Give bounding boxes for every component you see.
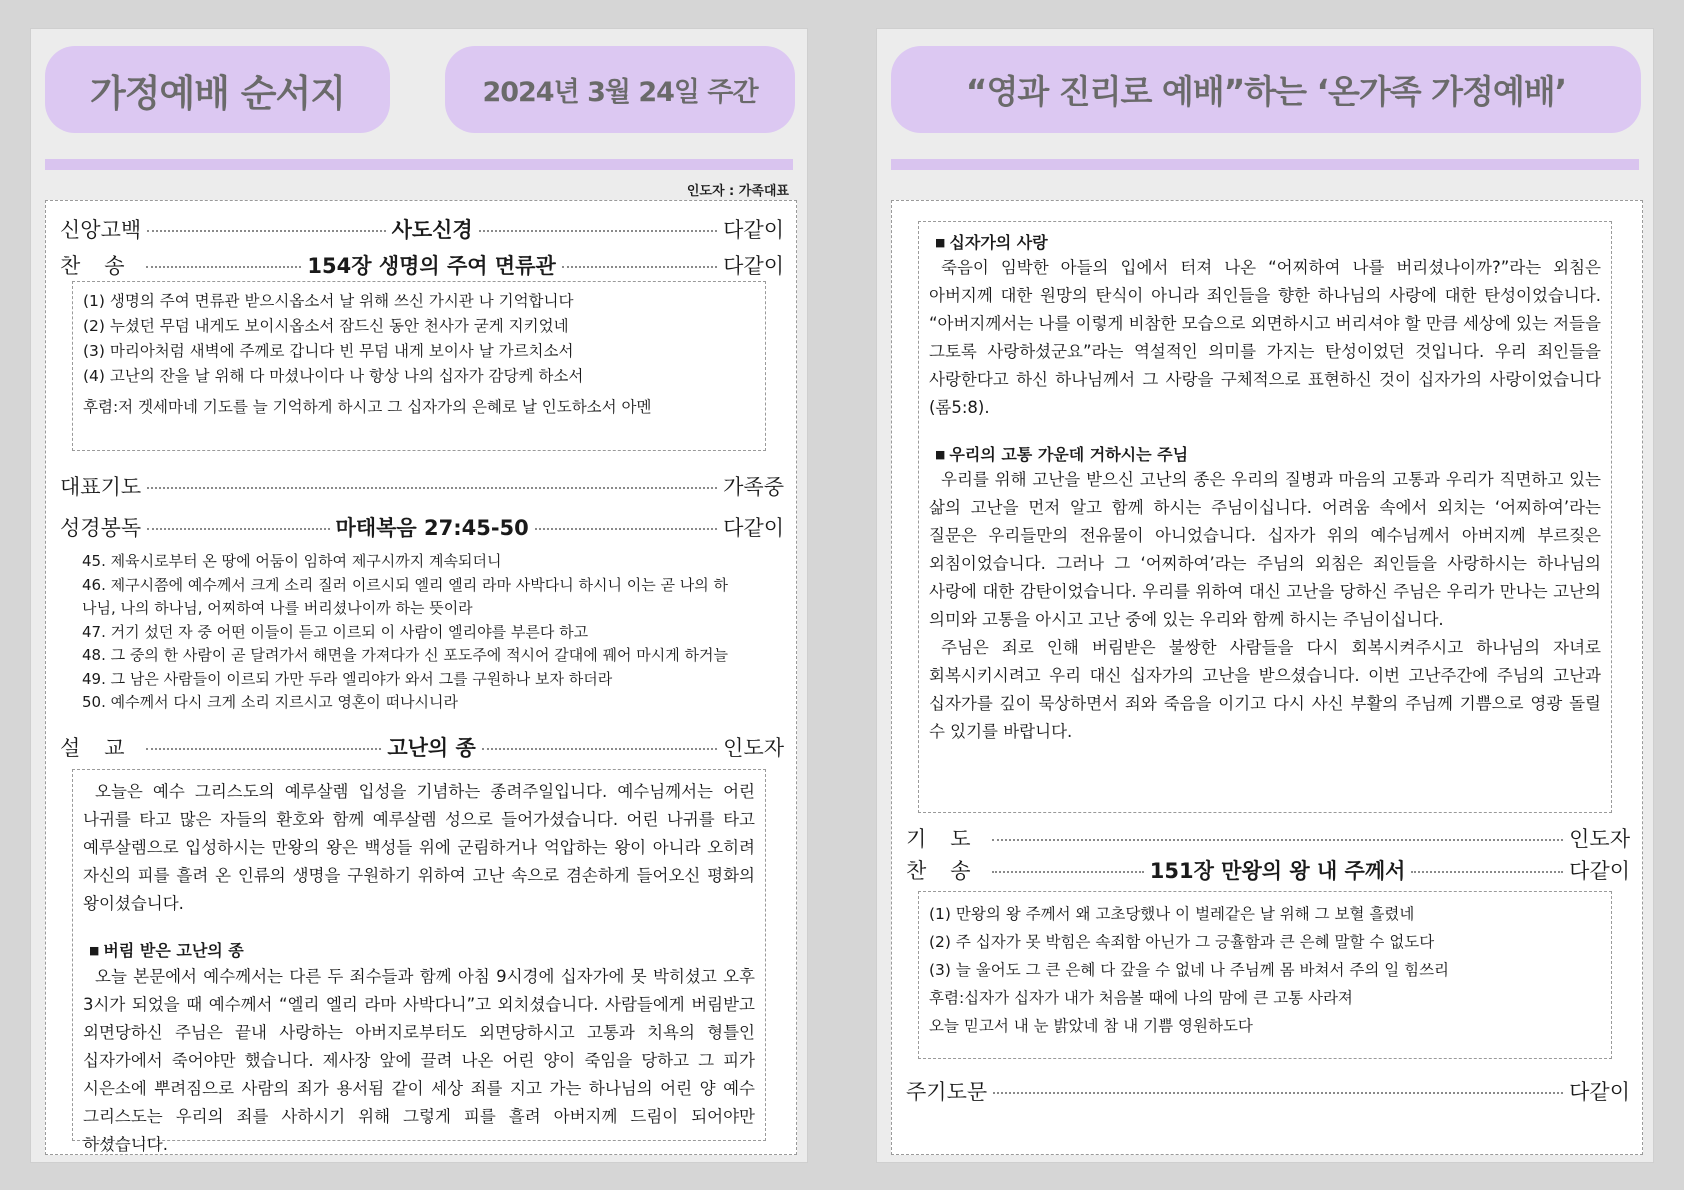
- dot-leader: [482, 748, 717, 750]
- hymn-lyrics-box: [918, 891, 1612, 1059]
- dot-leader: [993, 1092, 1563, 1094]
- order-label: 대표기도: [60, 475, 142, 499]
- scripture-verses: [82, 550, 772, 715]
- order-label: 설교: [60, 736, 149, 760]
- order-title: 154장 생명의 주여 면류관: [307, 254, 556, 278]
- order-sheet-right: [891, 200, 1643, 1155]
- dot-leader: [992, 839, 1563, 841]
- verse: 45. 제육시로부터 온 땅에 어둠이 임하여 제구시까지 계속되더니: [82, 552, 502, 570]
- hymn-line: (1) 생명의 주여 면류관 받으시옵소서 날 위해 쓰신 가시관 나 기억합니다: [83, 292, 574, 310]
- order-participant: 다같이: [723, 218, 785, 242]
- dot-leader: [1411, 871, 1563, 873]
- dot-leader: [562, 266, 717, 268]
- order-label: 신앙고백: [60, 218, 142, 242]
- hymn-refrain: 후렴:십자가 십자가 내가 처음볼 때에 나의 맘에 큰 고통 사라져: [929, 989, 1353, 1007]
- order-row-hymn: [60, 250, 784, 280]
- order-participant: 가족중: [723, 475, 784, 499]
- dot-leader: [146, 266, 301, 268]
- dot-leader: [479, 230, 717, 232]
- sermon-content: [83, 778, 755, 1159]
- order-row-prayer: [906, 823, 1630, 853]
- order-participant: 다같이: [723, 254, 785, 278]
- order-row-hymn: [906, 855, 1630, 885]
- dot-leader: [535, 528, 717, 530]
- dot-leader: [147, 487, 717, 489]
- header-band: [45, 159, 793, 170]
- order-title: 고난의 종: [387, 736, 476, 760]
- section-title: [935, 442, 1601, 465]
- hymn-line: (1) 만왕의 왕 주께서 왜 고초당했나 이 벌레같은 날 위해 그 보혈 흘렸네: [929, 905, 1415, 923]
- verse: 49. 그 남은 사람들이 이르되 가만 두라 엘리야가 와서 그를 구원하나 보자 하더라: [82, 669, 613, 688]
- verse: 48. 그 중의 한 사람이 곧 달려가서 해면을 가져다가 신 포도주에 적시어 갈대에 꿰어 마시게 하거늘: [82, 646, 728, 664]
- section-body: 우리를 위해 고난을 받으신 고난의 종은 우리의 질병과 마음의 고통과 우리가 직면하고 있는 삶의 고난을 먼저 알고 함께 하시는 주님이십니다. 어려움 속에서 외치는 ‘어찌하여’라는 질문은 우리들만의 전유물이 아니었습니다. 십자가 위의 예수님께서 아버지께 부르짖은 외침이었습니다. 그러나 그 ‘어찌하여’라는 주님의 외침은 죄인들을 사랑하시는 하나님의 사랑에 대한 감탄이었습니다. 우리를 위하여 대신 고난을 당하신 주님은 우리가 만나는 고난의 의미와 고통을 아시고 고난 중에 있는 우리와 함께 하시는 주님이십니다.: [929, 470, 1601, 629]
- section-body: 죽음이 임박한 아들의 입에서 터져 나온 “어찌하여 나를 버리셨나이까?”라는 외침은 아버지께 대한 원망의 탄식이 아니라 죄인들을 향한 하나님의 사랑에 대한 탄성이었습니다. “아버지께서는 나를 이렇게 비참한 모습으로 외면하시고 버리셔야 할 만큼 세상에 있는 저들을 그토록 사랑하셨군요”라는 역설적인 의미를 가지는 탄성이었던 것입니다. 우리 죄인들을 사랑한다고 하신 하나님께서 그 사랑을 구체적으로 표현하신 것이 십자가의 사랑이었습니다(롬5:8).: [929, 258, 1601, 417]
- order-label: 성경봉독: [60, 516, 142, 540]
- hymn-line: (2) 누셨던 무덤 내게도 보이시옵소서 잠드신 동안 천사가 굳게 지키었네: [83, 317, 569, 335]
- square-bullet-icon: ■: [89, 944, 100, 957]
- square-bullet-icon: ■: [935, 448, 946, 461]
- verse: 50. 예수께서 다시 크게 소리 지르시고 영혼이 떠나시니라: [82, 693, 459, 711]
- order-title: 사도신경: [391, 218, 473, 242]
- order-participant: 다같이: [723, 516, 785, 540]
- order-participant: 인도자: [1569, 827, 1630, 851]
- order-participant: 인도자: [723, 736, 785, 760]
- section-body: 주님은 죄로 인해 버림받은 불쌍한 사람들을 다시 회복시켜주시고 하나님의 자녀로 회복시키시려고 우리 대신 십자가의 고난을 받으셨습니다. 이번 고난주간에 주님의 고난과 십자가를 깊이 묵상하면서 죄와 죽음을 이기고 다시 사신 부활의 주님께 기쁨으로 영광 돌릴 수 있기를 바랍니다.: [929, 638, 1601, 741]
- header-title: 가정예배 순서지: [45, 46, 390, 133]
- order-sheet-left: [45, 200, 797, 1155]
- order-label: 찬송: [906, 859, 995, 883]
- hymn-lyrics-box: [72, 281, 766, 451]
- order-label: 찬송: [60, 254, 149, 278]
- section-title: [935, 230, 1601, 253]
- order-row-creed: [60, 214, 784, 244]
- meditation-content: [929, 230, 1601, 746]
- order-row-lords-prayer: [906, 1076, 1630, 1106]
- verse: 46. 제구시쯤에 예수께서 크게 소리 질러 이르시되 엘리 엘리 라마 사박다니 하시니 이는 곧 나의 하: [82, 575, 728, 594]
- header-title: “영과 진리로 예배”하는 ‘온가족 가정예배’: [891, 46, 1641, 133]
- right-page: [876, 28, 1654, 1163]
- meditation-box: [918, 221, 1612, 813]
- dot-leader: [992, 871, 1144, 873]
- order-label: 기도: [906, 827, 995, 851]
- dot-leader: [147, 230, 385, 232]
- hymn-line: (3) 마리아처럼 새벽에 주께로 갑니다 빈 무덤 내게 보이사 날 가르치소서: [83, 342, 574, 360]
- section-body: 오늘 본문에서 예수께서는 다른 두 죄수들과 함께 아침 9시경에 십자가에 못 박히셨고 오후 3시가 되었을 때 예수께서 “엘리 엘리 라마 사박다니”고 외치셨습니다. 사람들에게 버림받고 외면당하신 주님은 끝내 사랑하는 아버지로부터도 외면당하시고 고통과 치욕의 형틀인 십자가에서 죽어야만 했습니다. 제사장 앞에 끌려 나온 어린 양이 죽임을 당하고 그 피가 시은소에 뿌려짐으로 사람의 죄가 용서됨 같이 세상 죄를 지고 가는 하나님의 어린 양 예수 그리스도는 우리의 죄를 사하시기 위해 그렇게 피를 흘려 아버지께 드림이 되어야만 하셨습니다.: [83, 967, 755, 1154]
- order-row-sermon: [60, 732, 784, 762]
- hymn-lyrics: [83, 289, 652, 420]
- left-page: [30, 28, 808, 1163]
- sermon-box: [72, 769, 766, 1154]
- verse: 47. 거기 섰던 자 중 어떤 이들이 듣고 이르되 이 사람이 엘리야를 부른다 하고: [82, 622, 589, 641]
- order-title: 151장 만왕의 왕 내 주께서: [1149, 859, 1406, 883]
- hymn-refrain: 오늘 믿고서 내 눈 밝았네 참 내 기쁨 영원하도다: [929, 1017, 1253, 1035]
- order-row-reading: [60, 512, 784, 542]
- order-row-prayer: [60, 471, 784, 501]
- hymn-lyrics: [929, 900, 1449, 1040]
- order-participant: 다같이: [1569, 1080, 1630, 1104]
- header-date: 2024년 3월 24일 주간: [445, 46, 795, 133]
- order-participant: 다같이: [1569, 859, 1631, 883]
- hymn-line: (3) 늘 울어도 그 큰 은혜 다 갚을 수 없네 나 주님께 몸 바쳐서 주의 일 힘쓰리: [929, 961, 1450, 979]
- order-title: 마태복음 27:45-50: [335, 516, 529, 540]
- section-title-text: 십자가의 사랑: [949, 233, 1048, 252]
- header-band: [891, 159, 1639, 170]
- sermon-intro: 오늘은 예수 그리스도의 예루살렘 입성을 기념하는 종려주일입니다. 예수님께서는 어린 나귀를 타고 많은 자들의 환호와 함께 예루살렘 성으로 들어가셨습니다. 어린 나귀를 타고 예루살렘으로 입성하시는 만왕의 왕은 백성들 위에 군림하거나 억압하는 왕이 아니라 오히려 자신의 피를 흘려 온 인류의 생명을 구원하기 위하여 고난 속으로 겸손하게 들어오신 평화의 왕이셨습니다.: [83, 782, 755, 913]
- hymn-line: (4) 고난의 잔을 날 위해 다 마셨나이다 나 항상 나의 십자가 감당케 하소서: [83, 367, 584, 385]
- section-title: [89, 938, 755, 961]
- square-bullet-icon: ■: [935, 236, 946, 249]
- dot-leader: [146, 748, 381, 750]
- hymn-line: (2) 주 십자가 못 박힘은 속죄함 아닌가 그 긍휼함과 큰 은혜 말할 수 없도다: [929, 933, 1435, 951]
- section-title-text: 버림 받은 고난의 종: [103, 941, 244, 960]
- hymn-refrain: 후렴:저 겟세마네 기도를 늘 기억하게 하시고 그 십자가의 은혜로 날 인도하소서 아멘: [83, 398, 652, 416]
- section-title-text: 우리의 고통 가운데 거하시는 주님: [949, 445, 1189, 464]
- dot-leader: [147, 528, 329, 530]
- verse: 나님, 나의 하나님, 어찌하여 나를 버리셨나이까 하는 뜻이라: [82, 599, 473, 617]
- order-label: 주기도문: [906, 1080, 988, 1104]
- leader-label: 인도자 : 가족대표: [686, 184, 789, 199]
